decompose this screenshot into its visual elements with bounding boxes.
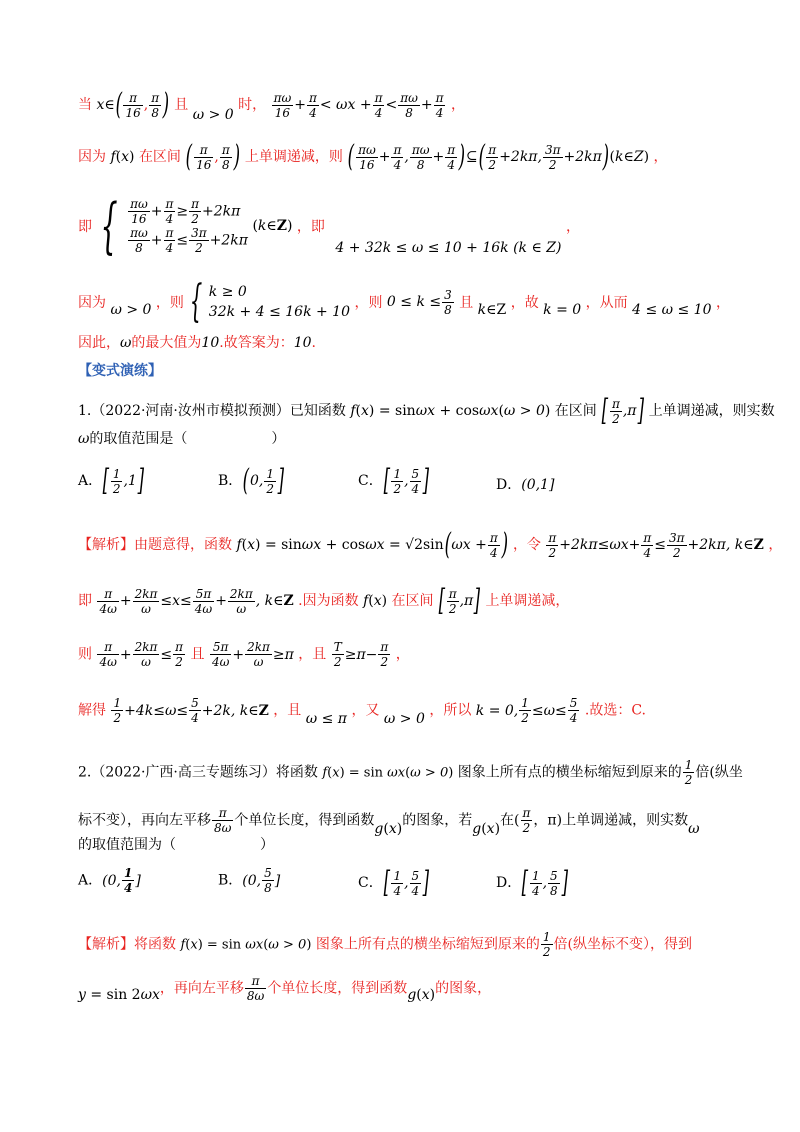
- q1-option-d[interactable]: D．(0,1]: [496, 477, 555, 493]
- q2-stem-line-1: 2.（2022·广西·高三专题练习）将函数 f(x) = sin ωx(ω > 0) 图象上所有点的横坐标缩短到原来的 $\frac{1}{2}$ 倍(纵坐: [78, 758, 743, 787]
- section-title: 【变式演练】: [78, 363, 162, 379]
- q1-analysis-line-3: 则 $\frac{\pi}{4\omega}$ + $\frac{2k\pi}{\omega}$ ≤ $\frac{\pi}{2}$ 且 $\frac{5\pi}{4\omega}$ + $\frac{2k\pi}{\omega}$ ≥π ，且 $\frac{T}{2}$ ≥π− $\frac{\pi}{2}$ ，: [78, 640, 410, 669]
- q2-analysis-line-1: 【解析】将函数 f(x) = sin ωx(ω > 0) 图象上所有点的横坐标缩短到原来的 $\frac{1}{2}$ 倍(纵坐标不变），得到: [78, 930, 692, 959]
- solution-line-1: 当 x∈( $\frac{\pi}{16}$ , $\frac{\pi}{8}$ ) 且 ω > 0 时， $\frac{\pi\omega}{16}$ + $\frac{\pi}{4}$ < ωx + $\frac{\pi}{4}$ < $\frac{\pi\omega}{8}$ + $\frac{\pi}{4}$ ，: [78, 87, 465, 123]
- q1-stem-line-1: 1.（2022·河南·汝州市模拟预测）已知函数 f(x) = sinωx + cosωx(ω > 0) 在区间 [ $\frac{\pi}{2}$ ,π] 上单调递减，则实数: [78, 393, 775, 428]
- q2-stem-line-2: 标不变），再向左平移 $\frac{\pi}{8\omega}$ 个单位长度，得到函数g(x)的图象，若g(x)在( $\frac{\pi}{2}$ ，π)上单调递减，则实数ω: [78, 806, 700, 837]
- q1-analysis-line-1: 【解析】由题意得，函数 f(x) = sinωx + cosωx = √2sin(ωx + $\frac{\pi}{4}$ ) ，令 $\frac{\pi}{2}$ +2kπ≤ωx+ $\frac{\pi}{4}$ ≤ $\frac{3\pi}{2}$ +2kπ, k∈Z ，: [78, 527, 783, 562]
- q1-analysis-line-2: 即 $\frac{\pi}{4\omega}$ + $\frac{2k\pi}{\omega}$ ≤x≤ $\frac{5\pi}{4\omega}$ + $\frac{2k\pi}{\omega}$ , k∈Z .因为函数 f(x) 在区间 [ $\frac{\pi}{2}$ ,π] 上单调递减，: [78, 583, 570, 618]
- q2-option-b[interactable]: B．(0, $\frac{5}{8}$ ]: [218, 866, 281, 895]
- q2-stem-line-3: 的取值范围为（ ）: [78, 837, 274, 853]
- q1-analysis-line-4: 解得 $\frac{1}{2}$ +4k≤ω≤ $\frac{5}{4}$ +2k, k∈Z ，且 ω ≤ π ，又 ω > 0 ，所以 k = 0, $\frac{1}{2}$ ≤ω≤ $\frac{5}{4}$ .故选：C.: [78, 696, 647, 727]
- q1-stem-line-2: ω的取值范围是（ ）: [78, 431, 286, 447]
- k-inequality: 4 + 32k ≤ ω ≤ 10 + 16k (k ∈ Z): [335, 240, 562, 256]
- q2-option-d[interactable]: D．[ $\frac{1}{4}$ , $\frac{5}{8}$ ]: [496, 865, 568, 900]
- q1-option-b[interactable]: B．(0, $\frac{1}{2}$ ]: [218, 463, 285, 498]
- solution-line-3: 即 { $\frac{\pi\omega}{16}$ + $\frac{\pi}{4}$ ≥ $\frac{\pi}{2}$ +2kπ $\frac{\pi\omega}{8}$ + $\frac{\pi}{4}$ ≤ $\frac{3\pi}{2}$ +2kπ (k∈Z) ，即 4 + 32k ≤ ω ≤ 10 + 16k (k ∈ Z) ，: [78, 191, 580, 261]
- q1-option-c[interactable]: C．[ $\frac{1}{2}$ , $\frac{5}{4}$ ]: [358, 463, 430, 498]
- q2-option-a[interactable]: A．(0, $\frac{1}{4}$ ]: [78, 866, 141, 895]
- solution-line-4: 因为 ω > 0 ，则 { k ≥ 0 32k + 4 ≤ 16k + 10 ，则 0 ≤ k ≤ $\frac{3}{8}$ 且 k∈Z ，故 k = 0 ，从而 4 ≤ ω ≤ 10 ，: [78, 276, 730, 327]
- solution-line-2: 因为 f(x) 在区间 ( $\frac{\pi}{16}$ , $\frac{\pi}{8}$ ) 上单调递减，则 ( $\frac{\pi\omega}{16}$ + $\frac{\pi}{4}$ , $\frac{\pi\omega}{8}$ + $\frac{\pi}{4}$ )⊆( $\frac{\pi}{2}$ +2kπ, $\frac{3\pi}{2}$ +2kπ)(k∈Z) ，: [78, 139, 668, 174]
- q2-analysis-line-2: y = sin 2ωx，再向左平移 $\frac{\pi}{8\omega}$ 个单位长度，得到函数g(x)的图象，: [78, 974, 492, 1003]
- q2-option-c[interactable]: C．[ $\frac{1}{4}$ , $\frac{5}{4}$ ]: [358, 865, 430, 900]
- solution-line-5: 因此，ω的最大值为10.故答案为：10.: [78, 335, 316, 351]
- q1-option-a[interactable]: A．[ $\frac{1}{2}$ ,1]: [78, 463, 144, 498]
